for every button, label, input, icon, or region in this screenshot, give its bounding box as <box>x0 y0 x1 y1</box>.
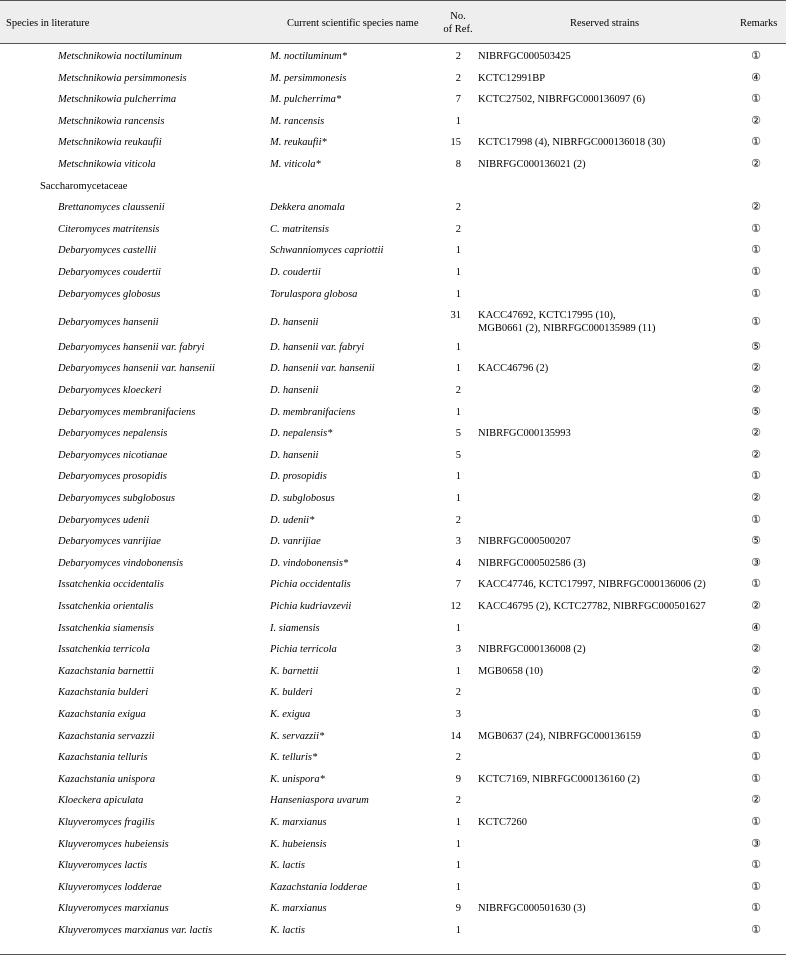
current-species-name: Pichia terricola <box>270 644 337 656</box>
reserved-strain: KCTC7260 <box>478 817 528 828</box>
current-species-name: D. prosopidis <box>270 471 327 483</box>
species-in-literature: Debaryomyces globosus <box>58 288 161 300</box>
species-in-literature: Metschnikowia pulcherrima <box>58 94 177 106</box>
remark-marker: ④ <box>751 621 761 634</box>
species-in-literature: Debaryomyces membranifaciens <box>58 406 196 418</box>
reserved-strain: NIBRFGC000503425 <box>478 51 571 62</box>
species-in-literature: Debaryomyces nepalensis <box>58 428 168 440</box>
reserved-strain: KACC47692, KCTC17995 (10), <box>478 310 616 322</box>
species-in-literature: Debaryomyces nicotianae <box>58 449 168 461</box>
header-no-ref-line1: No. <box>450 11 466 22</box>
current-species-name: Torulaspora globosa <box>270 288 358 300</box>
reference-count: 1 <box>455 267 461 278</box>
species-in-literature: Metschnikowia noctiluminum <box>58 51 182 62</box>
remark-marker: ④ <box>751 71 761 84</box>
reference-count: 5 <box>455 449 461 461</box>
remark-marker: ② <box>751 600 761 612</box>
reference-count: 4 <box>455 557 461 569</box>
current-species-name: D. membranifaciens <box>270 406 356 418</box>
remark-marker: ① <box>751 470 761 483</box>
remark-marker: ① <box>751 924 761 936</box>
remark-marker: ② <box>751 492 761 504</box>
reference-count: 2 <box>455 795 461 807</box>
reserved-strain: MGB0637 (24), NIBRFGC000136159 <box>478 730 642 742</box>
current-species-name: Dekkera anomala <box>270 202 345 214</box>
reference-count: 1 <box>455 817 461 828</box>
species-in-literature: Debaryomyces vindobonensis <box>58 557 184 569</box>
remark-marker: ② <box>751 158 761 170</box>
current-species-name: D. coudertii <box>270 267 321 278</box>
species-in-literature: Debaryomyces vanrijiae <box>58 536 161 548</box>
species-in-literature: Kazachstania exigua <box>58 709 146 720</box>
current-species-name: M. noctiluminum* <box>270 51 347 62</box>
current-species-name: K. barnettii <box>270 665 319 677</box>
remark-marker: ① <box>751 50 761 62</box>
remark-marker: ③ <box>751 837 761 850</box>
group-label: Saccharomycetaceae <box>40 180 128 192</box>
reference-count: 9 <box>455 773 461 785</box>
current-species-name: M. rancensis <box>270 115 325 127</box>
remark-marker: ① <box>751 513 761 526</box>
remark-marker: ③ <box>751 556 761 569</box>
current-species-name: Hanseniaspora uvarum <box>270 795 369 807</box>
remark-marker: ① <box>751 136 761 149</box>
current-species-name: C. matritensis <box>270 223 329 235</box>
species-in-literature: Debaryomyces castellii <box>58 245 157 257</box>
remark-marker: ② <box>751 448 761 461</box>
remark-marker: ① <box>751 859 761 872</box>
remark-marker: ② <box>751 643 761 656</box>
reference-count: 1 <box>455 622 461 634</box>
reference-count: 2 <box>455 72 461 84</box>
reserved-strain: KACC47746, KCTC17997, NIBRFGC000136006 (2) <box>478 579 706 591</box>
remark-marker: ② <box>751 664 761 677</box>
reference-count: 2 <box>455 202 461 214</box>
current-species-name: D. udenii* <box>270 514 315 526</box>
current-species-name: K. marxianus <box>270 903 327 915</box>
remark-marker: ① <box>751 222 761 235</box>
species-in-literature: Metschnikowia viticola <box>58 159 156 170</box>
reserved-strain: KCTC27502, NIBRFGC000136097 (6) <box>478 94 646 106</box>
table-header <box>0 0 786 44</box>
current-species-name: K. exigua <box>270 709 311 720</box>
remark-marker: ① <box>751 816 761 828</box>
remark-marker: ① <box>751 880 761 893</box>
reference-count: 5 <box>455 428 461 440</box>
reference-count: 7 <box>455 94 461 106</box>
reserved-strain: NIBRFGC000502586 (3) <box>478 557 586 569</box>
reference-count: 1 <box>455 838 461 850</box>
reference-count: 14 <box>450 730 461 742</box>
reference-count: 2 <box>455 752 461 764</box>
remark-marker: ⑤ <box>751 340 761 353</box>
current-species-name: K. marxianus <box>270 817 327 828</box>
current-species-name: K. telluris* <box>270 752 318 764</box>
reserved-strain: KCTC12991BP <box>478 72 546 84</box>
reference-count: 1 <box>455 860 461 872</box>
reference-count: 2 <box>455 687 461 699</box>
reference-count: 3 <box>455 709 461 720</box>
species-in-literature: Debaryomyces coudertii <box>58 267 161 278</box>
remark-marker: ① <box>751 751 761 764</box>
species-in-literature: Debaryomyces kloeckeri <box>58 385 162 396</box>
species-in-literature: Kluyveromyces marxianus var. lactis <box>58 925 213 936</box>
reference-count: 9 <box>455 903 461 915</box>
reserved-strain: KCTC7169, NIBRFGC000136160 (2) <box>478 773 640 785</box>
remark-marker: ① <box>751 708 761 720</box>
current-species-name: Pichia occidentalis <box>270 579 351 591</box>
species-in-literature: Kluyveromyces fragilis <box>58 817 155 828</box>
current-species-name: D. hansenii <box>270 317 319 329</box>
bottom-rule <box>0 954 786 955</box>
reference-count: 2 <box>455 514 461 526</box>
species-in-literature: Kluyveromyces lactis <box>58 860 148 872</box>
current-species-name: D. subglobosus <box>270 493 335 504</box>
reference-count: 31 <box>450 310 461 322</box>
remark-marker: ① <box>751 729 761 742</box>
species-in-literature: Debaryomyces prosopidis <box>58 471 167 483</box>
current-species-name: D. vindobonensis* <box>270 557 349 569</box>
reserved-strain: NIBRFGC000500207 <box>478 536 571 548</box>
species-in-literature: Debaryomyces udenii <box>58 514 150 526</box>
remark-marker: ② <box>751 427 761 440</box>
reference-count: 2 <box>455 385 461 396</box>
remark-marker: ② <box>751 384 761 396</box>
current-species-name: K. hubeiensis <box>270 838 327 850</box>
reserved-strain: MGB0661 (2), NIBRFGC000135989 (11) <box>478 323 656 335</box>
reserved-strain: NIBRFGC000501630 (3) <box>478 903 586 915</box>
reserved-strain: NIBRFGC000136021 (2) <box>478 159 586 170</box>
reserved-strain: KCTC17998 (4), NIBRFGC000136018 (30) <box>478 137 666 149</box>
current-species-name: K. unispora* <box>270 773 325 785</box>
current-species-name: Schwanniomyces capriottii <box>270 245 384 257</box>
current-species-name: Kazachstania lodderae <box>270 881 368 893</box>
reserved-strain: MGB0658 (10) <box>478 665 544 677</box>
reference-count: 3 <box>455 536 461 548</box>
remark-marker: ① <box>751 316 761 329</box>
remark-marker: ⑤ <box>751 535 761 548</box>
remark-marker: ① <box>751 686 761 699</box>
remark-marker: ① <box>751 266 761 278</box>
species-in-literature: Kloeckera apiculata <box>58 795 144 807</box>
species-in-literature: Issatchenkia orientalis <box>58 601 154 612</box>
reference-count: 2 <box>455 51 461 62</box>
header-current-name: Current scientific species name <box>287 18 419 29</box>
species-in-literature: Brettanomyces claussenii <box>58 202 165 214</box>
current-species-name: M. reukaufii* <box>270 137 327 149</box>
reserved-strain: KACC46796 (2) <box>478 363 549 375</box>
species-in-literature: Kazachstania servazzii <box>58 730 155 742</box>
species-in-literature: Debaryomyces hansenii var. hansenii <box>58 363 215 375</box>
current-species-name: D. nepalensis* <box>270 428 333 440</box>
species-in-literature: Debaryomyces subglobosus <box>58 493 175 504</box>
current-species-name: D. hansenii <box>270 385 319 396</box>
remark-marker: ① <box>751 578 761 591</box>
species-in-literature: Metschnikowia persimmonesis <box>58 72 187 84</box>
current-species-name: Pichia kudriavzevii <box>270 601 352 612</box>
species-in-literature: Kazachstania barnettii <box>58 665 154 677</box>
reserved-strain: NIBRFGC000136008 (2) <box>478 644 586 656</box>
current-species-name: K. lactis <box>270 860 306 872</box>
current-species-name: K. lactis <box>270 925 306 936</box>
reference-count: 1 <box>455 493 461 504</box>
reference-count: 7 <box>455 579 461 591</box>
remark-marker: ① <box>751 902 761 915</box>
species-in-literature: Issatchenkia occidentalis <box>58 579 164 591</box>
reference-count: 1 <box>455 471 461 483</box>
remark-marker: ① <box>751 244 761 257</box>
current-species-name: D. vanrijiae <box>270 536 321 548</box>
current-species-name: D. hansenii <box>270 449 319 461</box>
header-remarks: Remarks <box>740 18 778 29</box>
reference-count: 1 <box>455 115 461 127</box>
remark-marker: ② <box>751 362 761 375</box>
reference-count: 1 <box>455 406 461 418</box>
species-in-literature: Kluyveromyces lodderae <box>58 881 162 893</box>
current-species-name: M. pulcherrima* <box>270 94 342 106</box>
reference-count: 1 <box>455 245 461 257</box>
reference-count: 1 <box>455 363 461 375</box>
reserved-strain: NIBRFGC000135993 <box>478 428 571 440</box>
current-species-name: K. servazzii* <box>270 730 325 742</box>
current-species-name: D. hansenii var. hansenii <box>270 363 375 375</box>
reference-count: 15 <box>450 137 461 149</box>
header-reserved-strains: Reserved strains <box>570 18 640 29</box>
species-in-literature: Debaryomyces hansenii <box>58 317 159 329</box>
species-in-literature: Kluyveromyces marxianus <box>58 903 169 915</box>
species-in-literature: Metschnikowia rancensis <box>58 115 165 127</box>
remark-marker: ① <box>751 287 761 300</box>
species-in-literature: Debaryomyces hansenii var. fabryi <box>58 341 205 353</box>
remark-marker: ① <box>751 93 761 106</box>
reference-count: 3 <box>455 644 461 656</box>
reference-count: 8 <box>455 159 461 170</box>
species-in-literature: Metschnikowia reukaufii <box>58 137 162 149</box>
current-species-name: M. persimmonesis <box>270 72 347 84</box>
reference-count: 1 <box>455 288 461 300</box>
species-in-literature: Kluyveromyces hubeiensis <box>58 838 169 850</box>
current-species-name: M. viticola* <box>270 159 321 170</box>
current-species-name: I. siamensis <box>270 622 320 634</box>
header-species-literature: Species in literature <box>6 18 90 29</box>
reference-count: 1 <box>455 881 461 893</box>
reference-count: 1 <box>455 665 461 677</box>
species-in-literature: Kazachstania unispora <box>58 773 156 785</box>
remark-marker: ② <box>751 794 761 807</box>
remark-marker: ⑤ <box>751 405 761 418</box>
species-in-literature: Kazachstania bulderi <box>58 687 149 699</box>
remark-marker: ① <box>751 772 761 785</box>
species-in-literature: Kazachstania telluris <box>58 752 148 764</box>
current-species-name: D. hansenii var. fabryi <box>270 341 365 353</box>
remark-marker: ② <box>751 201 761 214</box>
reference-count: 2 <box>455 223 461 235</box>
reserved-strain: KACC46795 (2), KCTC27782, NIBRFGC000501627 <box>478 601 706 612</box>
current-species-name: K. bulderi <box>270 687 313 699</box>
species-in-literature: Issatchenkia siamensis <box>58 622 154 634</box>
species-in-literature: Citeromyces matritensis <box>58 223 160 235</box>
species-in-literature: Issatchenkia terricola <box>58 644 150 656</box>
header-no-ref-line2: of Ref. <box>443 24 473 35</box>
remark-marker: ② <box>751 114 761 127</box>
reference-count: 12 <box>450 601 461 612</box>
reference-count: 1 <box>455 341 461 353</box>
reference-count: 1 <box>455 925 461 936</box>
